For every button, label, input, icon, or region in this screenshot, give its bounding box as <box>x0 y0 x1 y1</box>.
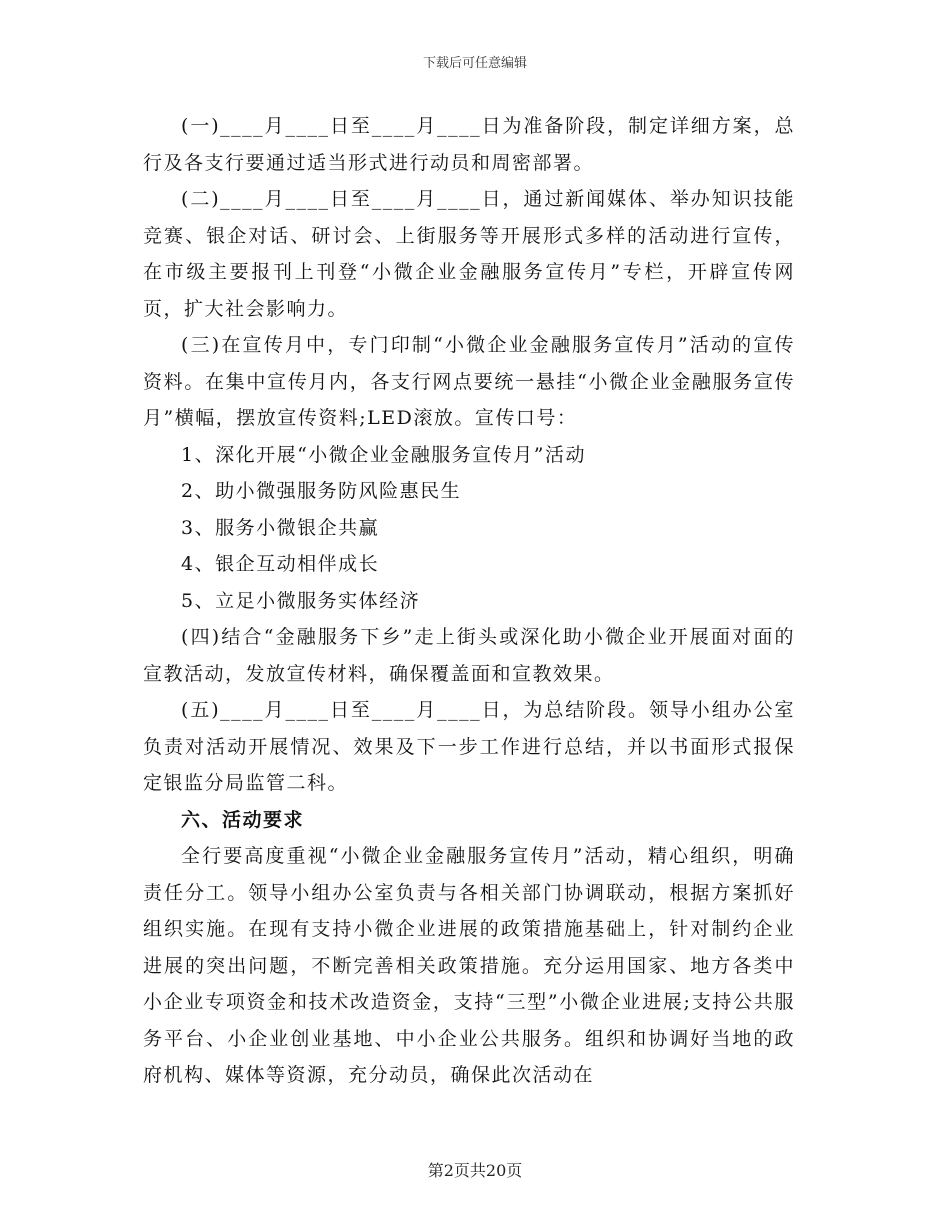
page-footer: 第2页共20页 <box>427 1161 523 1180</box>
document-body <box>143 108 795 1094</box>
slogan-item: 2、助小微强服务防风险惠民生 <box>181 480 462 502</box>
paragraph-phase-2: (二)____月____日至____月____日，通过新闻媒体、举办知识技能竞赛、银企对话、研讨会、上街服务等开展形式多样的活动进行宣传，在市级主要报刊上刊登“小微企业金融服务宣传月”专栏，开辟宣传网页，扩大社会影响力。 <box>143 188 795 320</box>
slogan-item: 1、深化开展“小微企业金融服务宣传月”活动 <box>181 443 587 466</box>
paragraph-phase-4: (四)结合“金融服务下乡”走上街头或深化助小微企业开展面对面的宣教活动，发放宣传材料，确保覆盖面和宣教效果。 <box>143 626 795 685</box>
paragraph-phase-1: (一)____月____日至____月____日为准备阶段，制定详细方案，总行及各支行要通过适当形式进行动员和周密部署。 <box>143 115 795 174</box>
paragraph-phase-5: (五)____月____日至____月____日，为总结阶段。领导小组办公室负责对活动开展情况、效果及下一步工作进行总结，并以书面形式报保定银监分局监管二科。 <box>143 699 795 794</box>
slogan-item: 3、服务小微银企共赢 <box>181 516 380 539</box>
paragraph-phase-3: (三)在宣传月中，专门印制“小微企业金融服务宣传月”活动的宣传资料。在集中宣传月内，各支行网点要统一悬挂“小微企业金融服务宣传月”横幅，摆放宣传资料;LED滚放。宣传口号： <box>143 334 795 429</box>
page-header: 下载后可任意编辑 <box>422 56 527 71</box>
slogan-item: 5、立足小微服务实体经济 <box>181 589 421 612</box>
section-heading: 六、活动要求 <box>181 808 305 831</box>
slogan-item: 4、银企互动相伴成长 <box>181 553 380 575</box>
paragraph-requirements: 全行要高度重视“小微企业金融服务宣传月”活动，精心组织，明确责任分工。领导小组办公室负责与各相关部门协调联动，根据方案抓好组织实施。在现有支持小微企业进展的政策措施基础上，针对制约企业进展的突出问题，不断完善相关政策措施。充分运用国家、地方各类中小企业专项资金和技术改造资金，支持“三型”小微企业进展;支持公共服务平台、小企业创业基地、中小企业公共服务。组织和协调好当地的政府机构、媒体等资源，充分动员，确保此次活动在 <box>143 845 795 1086</box>
